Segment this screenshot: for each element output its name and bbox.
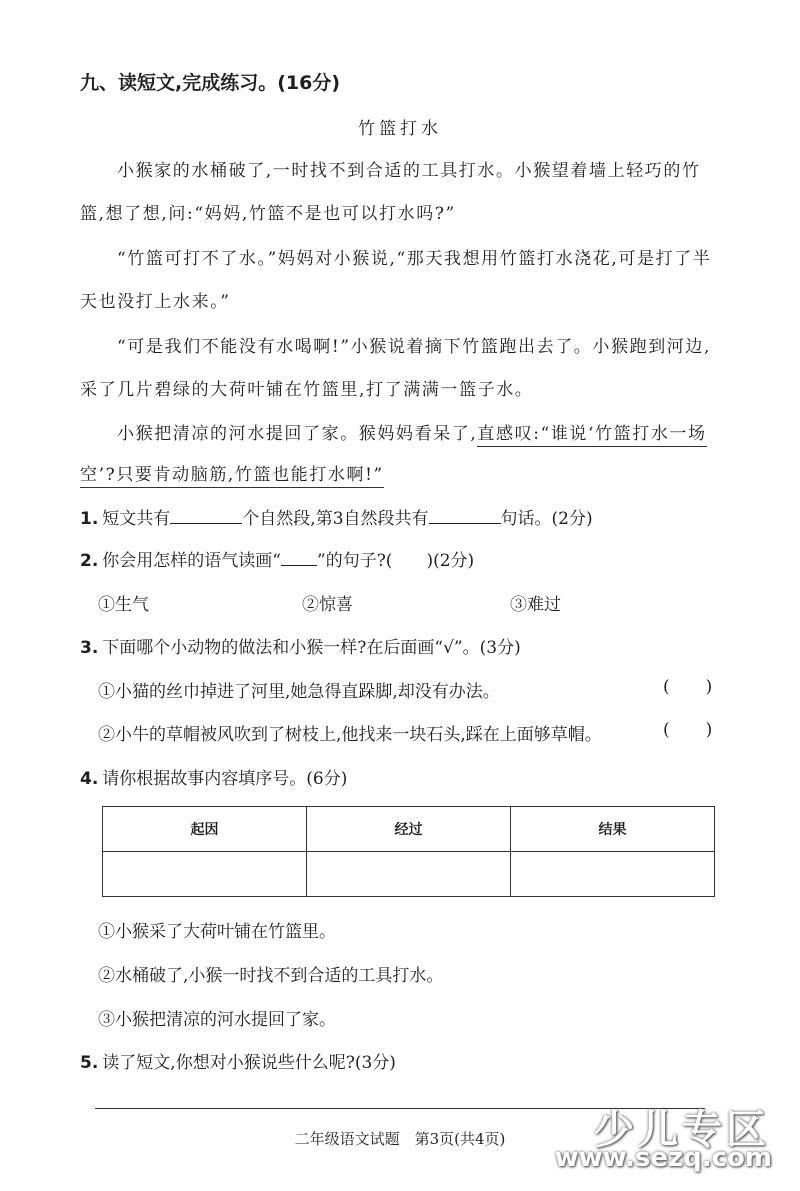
option-item: ②小牛的草帽被风吹到了树枝上,他找来一块石头,踩在上面够草帽。 xyxy=(98,725,602,745)
passage-line: 天也没打上水来。” xyxy=(80,292,231,312)
option-item: ②惊喜 xyxy=(302,595,353,615)
answer-paren[interactable] xyxy=(663,677,712,697)
question-text: 句话。(2分) xyxy=(500,509,593,529)
question-4 xyxy=(80,764,347,789)
underlined-sentence: 直感叹:“谁说‘竹篮打水一场 xyxy=(477,424,706,447)
section-title: 九、读短文,完成练习。(16分) xyxy=(80,72,341,94)
question-text: 下面哪个小动物的做法和小猴一样?在后面画“√”。(3分) xyxy=(102,638,521,658)
paren-close: ) xyxy=(705,677,713,697)
underline-sample xyxy=(281,551,317,566)
question-1 xyxy=(80,504,593,529)
answer-paren[interactable] xyxy=(663,720,712,740)
footer-page-info: 二年级语文试题 第3页(共4页) xyxy=(294,1130,506,1148)
question-text: 读了短文,你想对小猴说些什么呢?(3分) xyxy=(102,1053,396,1073)
passage-line: 采了几片碧绿的大荷叶铺在竹篮里,打了满满一篮子水。 xyxy=(80,380,534,400)
question-3 xyxy=(80,633,521,658)
watermark-url: www.sezq.com xyxy=(554,1143,772,1173)
answer-cell-cause[interactable] xyxy=(103,852,307,897)
table-header-process: 经过 xyxy=(307,807,511,852)
question-text: 请你根据故事内容填序号。(6分) xyxy=(102,769,348,789)
question-number: 5. xyxy=(80,1053,99,1073)
passage-line xyxy=(117,419,707,444)
question-number: 1. xyxy=(80,509,99,529)
passage-line: “可是我们不能没有水喝啊!”小猴说着摘下竹篮跑出去了。小猴跑到河边, xyxy=(117,337,712,357)
question-text: 个自然段,第3自然段共有 xyxy=(242,509,429,529)
question-text: 短文共有 xyxy=(102,509,171,529)
question-number: 2. xyxy=(80,551,99,571)
question-text: ”的句子?( xyxy=(317,551,393,571)
question-number: 4. xyxy=(80,769,99,789)
option-item: ①小猴采了大荷叶铺在竹篮里。 xyxy=(98,922,336,942)
option-item: ③小猴把清凉的河水提回了家。 xyxy=(98,1010,336,1030)
underlined-sentence: 空’?只要肯动脑筋,竹篮也能打水啊!” xyxy=(80,465,384,488)
watermark-logo: 少儿专区 xyxy=(594,1107,770,1153)
passage-line-text: 小猴把清凉的河水提回了家。猴妈妈看呆了, xyxy=(117,424,478,444)
answer-cell-result[interactable] xyxy=(511,852,715,897)
sequence-table xyxy=(102,806,715,897)
passage-line: 小猴家的水桶破了,一时找不到合适的工具打水。小猴望着墙上轻巧的竹 xyxy=(117,161,701,181)
question-5 xyxy=(80,1048,396,1073)
passage-title: 竹篮打水 xyxy=(358,119,442,139)
paren-open: ( xyxy=(663,677,670,697)
passage-line: “竹篮可打不了水。”妈妈对小猴说,“那天我想用竹篮打水浇花,可是打了半 xyxy=(117,249,712,269)
question-text: )(2分) xyxy=(426,551,475,571)
question-number: 3. xyxy=(80,638,99,658)
option-item: ③难过 xyxy=(510,595,561,615)
paren-close: ) xyxy=(705,720,713,740)
table-header-cause: 起因 xyxy=(103,807,307,852)
question-2 xyxy=(80,546,474,571)
option-item: ①小猫的丝巾掉进了河里,她急得直跺脚,却没有办法。 xyxy=(98,682,500,702)
question-text: 你会用怎样的语气读画“ xyxy=(102,551,281,571)
table-header-result: 结果 xyxy=(511,807,715,852)
answer-cell-process[interactable] xyxy=(307,852,511,897)
passage-line: 篮,想了想,问:“妈妈,竹篮不是也可以打水吗?” xyxy=(80,204,456,224)
answer-blank[interactable] xyxy=(170,509,242,524)
option-item: ①生气 xyxy=(98,595,149,615)
passage-line xyxy=(80,460,384,485)
paren-open: ( xyxy=(663,720,670,740)
answer-blank[interactable] xyxy=(429,509,501,524)
option-item: ②水桶破了,小猴一时找不到合适的工具打水。 xyxy=(98,966,444,986)
